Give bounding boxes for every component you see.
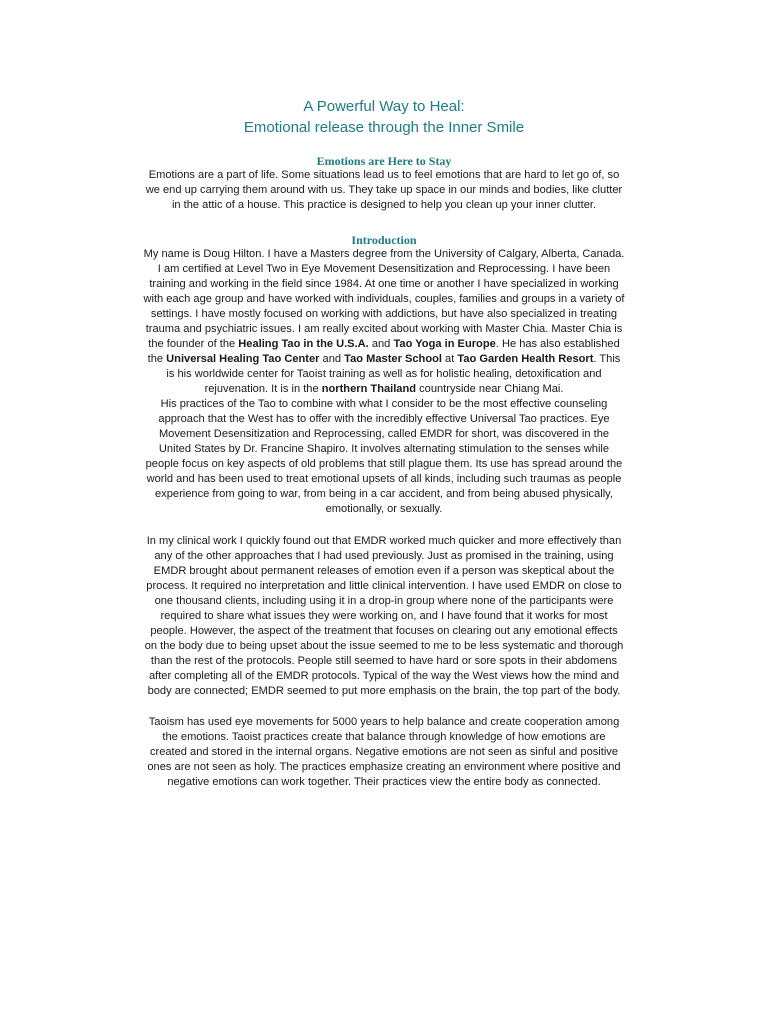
section-heading-emotions: Emotions are Here to Stay [316, 154, 452, 168]
text-line: any of the other approaches that I had used previously. Just as promised in the training, using [154, 550, 614, 563]
text-line: the emotions. Taoist practices create that balance through knowledge of how emotions are [162, 731, 606, 744]
text-line [104, 337, 664, 352]
text-line: people. However, the aspect of the treatment that focuses on clearing out any emotional effects [150, 625, 618, 638]
text-line: training and working in the field since 1984. At one time or another I have specialized in working [149, 278, 619, 291]
text-run: and [368, 338, 394, 351]
text-line: settings. I have mostly focused on working with addictions, but have also specialized in treating [150, 308, 618, 321]
text-run: . He has also established [495, 338, 620, 351]
clinical-work-paragraph [104, 534, 664, 699]
text-run: . This [593, 353, 621, 366]
text-line: required to share what issues they were working on, and I have found that it works for most [160, 610, 608, 623]
text-line: people focus on key aspects of old problems that still plague them. Its use has spread around the [145, 458, 623, 471]
text-line: Movement Desensitization and Reprocessing, called EMDR for short, was discovered in the [158, 428, 610, 441]
text-line: emotionally, or sexually. [325, 503, 443, 516]
text-line: Taoism has used eye movements for 5000 years to help balance and create cooperation among [148, 716, 620, 728]
text-line: trauma and psychiatric issues. I am really excited about working with Master Chia. Master Chia is [145, 323, 623, 336]
text-line: with each age group and have worked with individuals, couples, families and groups in a variety of [143, 293, 625, 306]
text-run: and [319, 353, 345, 366]
text-line: In my clinical work I quickly found out that EMDR worked much quicker and more effectively than [146, 535, 622, 547]
bold-text-healing-tao-usa: Healing Tao in the U.S.A. [238, 338, 369, 351]
text-line: I am certified at Level Two in Eye Movement Desensitization and Reprocessing. I have been [157, 263, 611, 276]
text-line: process. It required no interpretation and little clinical intervention. I have used EMDR on close to [146, 580, 622, 593]
text-line: EMDR brought about permanent releases of emotion even if a person was skeptical about the [153, 565, 615, 578]
document-title-line-1: A Powerful Way to Heal: [303, 98, 465, 115]
text-line: than the rest of the protocols. People still seemed to have hard or sore spots in their abdomens [150, 655, 618, 668]
text-line: approach that the West has to offer with the incredibly effective Universal Tao practices. Eye [158, 413, 610, 426]
text-line: on the body due to being upset about the issue seemed to me to be less systematic and thorough [144, 640, 624, 653]
text-line [104, 382, 664, 397]
taoism-paragraph [104, 715, 664, 790]
text-run: countryside near Chiang Mai. [416, 383, 564, 396]
text-line: is his worldwide center for Taoist training as well as for holistic healing, detoxification and [166, 368, 602, 381]
text-line: body are connected; EMDR seemed to put more emphasis on the brain, the top part of the body. [147, 685, 621, 698]
text-line: Emotions are a part of life. Some situations lead us to feel emotions that are hard to let go of, so [148, 169, 620, 181]
text-line: experience from going to war, from being in a car accident, and from being abused physically, [155, 488, 613, 501]
text-line: one thousand clients, including using it in a drop-in group where none of the participants were [154, 595, 614, 608]
bold-text-tao-master-school: Tao Master School [344, 353, 442, 366]
bold-text-northern-thailand: northern Thailand [321, 383, 417, 396]
text-line: after completing all of the EMDR protocols. Typical of the way the West views how the mind and [148, 670, 620, 683]
text-run: the [147, 353, 167, 366]
bold-text-universal-healing-tao-center: Universal Healing Tao Center [166, 353, 320, 366]
text-line: in the attic of a house. This practice is designed to help you clean up your inner clutter. [171, 199, 597, 212]
emotions-paragraph [104, 168, 664, 213]
text-line: My name is Doug Hilton. I have a Masters degree from the University of Calgary, Alberta, Canada. [143, 248, 625, 260]
text-line: His practices of the Tao to combine with what I consider to be the most effective counseling [160, 398, 608, 411]
text-line: we end up carrying them around with us. They take up space in our minds and bodies, like clutter [145, 184, 623, 197]
text-run: the founder of the [148, 338, 239, 351]
text-line [104, 352, 664, 367]
section-heading-introduction: Introduction [351, 233, 417, 247]
text-line: negative emotions can work together. Their practices view the entire body as connected. [167, 776, 601, 789]
introduction-paragraph [104, 247, 664, 517]
text-run: rejuvenation. It is in the [204, 383, 322, 396]
text-run: at [441, 353, 458, 366]
document-title-line-2: Emotional release through the Inner Smile [243, 119, 525, 136]
text-line: created and stored in the internal organs. Negative emotions are not seen as sinful and positive [149, 746, 619, 759]
bold-text-tao-garden-health-resort: Tao Garden Health Resort [457, 353, 594, 366]
text-line: world and has been used to treat emotional upsets of all kinds, including such traumas as people [146, 473, 622, 486]
text-line: United States by Dr. Francine Shapiro. It involves alternating stimulation to the senses while [158, 443, 610, 456]
text-line: ones are not seen as holy. The practices emphasize creating an environment where positive and [147, 761, 621, 774]
bold-text-tao-yoga-europe: Tao Yoga in Europe [393, 338, 496, 351]
